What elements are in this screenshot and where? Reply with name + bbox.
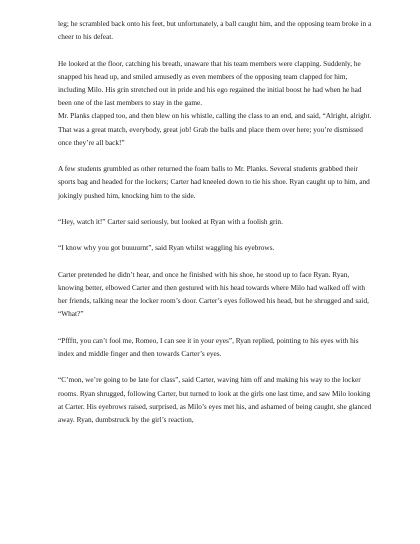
paragraph: “C’mon, we’re going to be late for class”, said Carter, waving him off and making his way to the locker rooms. Ryan shrugged, following Carter, but turned to look at the girls one last time, and saw Milo looking at Carter. His eyebrows raised, surprised, as Milo’s eyes met his, and ashamed of being caught, she glanced away. Ryan, dumbstruck by the girl’s reaction, xyxy=(58,375,372,424)
paragraph: “Hey, watch it!” Carter said seriously, but looked at Ryan with a foolish grin. xyxy=(58,217,283,226)
document-body xyxy=(58,17,376,439)
paragraph: “Pffftt, you can’t fool me, Romeo, I can see it in your eyes”, Ryan replied, pointing to his eyes with his index and middle finger and then towards Carter’s eyes. xyxy=(58,335,359,358)
paragraph: Carter pretended he didn’t hear, and once he finished with his shoe, he stood up to face Ryan. Ryan, knowing better, elbowed Carter and then gestured with his head towards where Milo had walked off with her friends, talking near the locker room’s door. Carter’s eyes followed his head, but he shrugged and said, “What?” xyxy=(58,269,369,319)
paragraph: “I know why you got buuuurnt”, said Ryan whilst waggling his eyebrows. xyxy=(58,243,275,253)
paragraph: Mr. Planks clapped too, and then blew on his whistle, calling the class to an end, and said, “Alright, alright. That was a great match, everybody, great job! Grab the balls and place them over here; you’re dismissed once they’re all back!” xyxy=(58,111,372,147)
paragraph: leg; he scrambled back onto his feet, but unfortunately, a ball caught him, and the opposing team broke in a cheer to his defeat. xyxy=(58,19,372,42)
paragraph: A few students grumbled as other returned the foam balls to Mr. Planks. Several students grabbed their sports bag and headed for the lockers; Carter had kneeled down to tie his shoe. Ryan caught up to him, and jokingly pushed him, knocking him to the side. xyxy=(58,164,370,200)
paragraph: He looked at the floor, catching his breath, unaware that his team members were clapping. Suddenly, he snapped his head up, and smiled amusedly as even members of the opposing team clapped for him, including Milo. His grin stretched out in pride and his ego regained the initial boost he had when he had been one of the last members to stay in the game. xyxy=(58,58,362,108)
